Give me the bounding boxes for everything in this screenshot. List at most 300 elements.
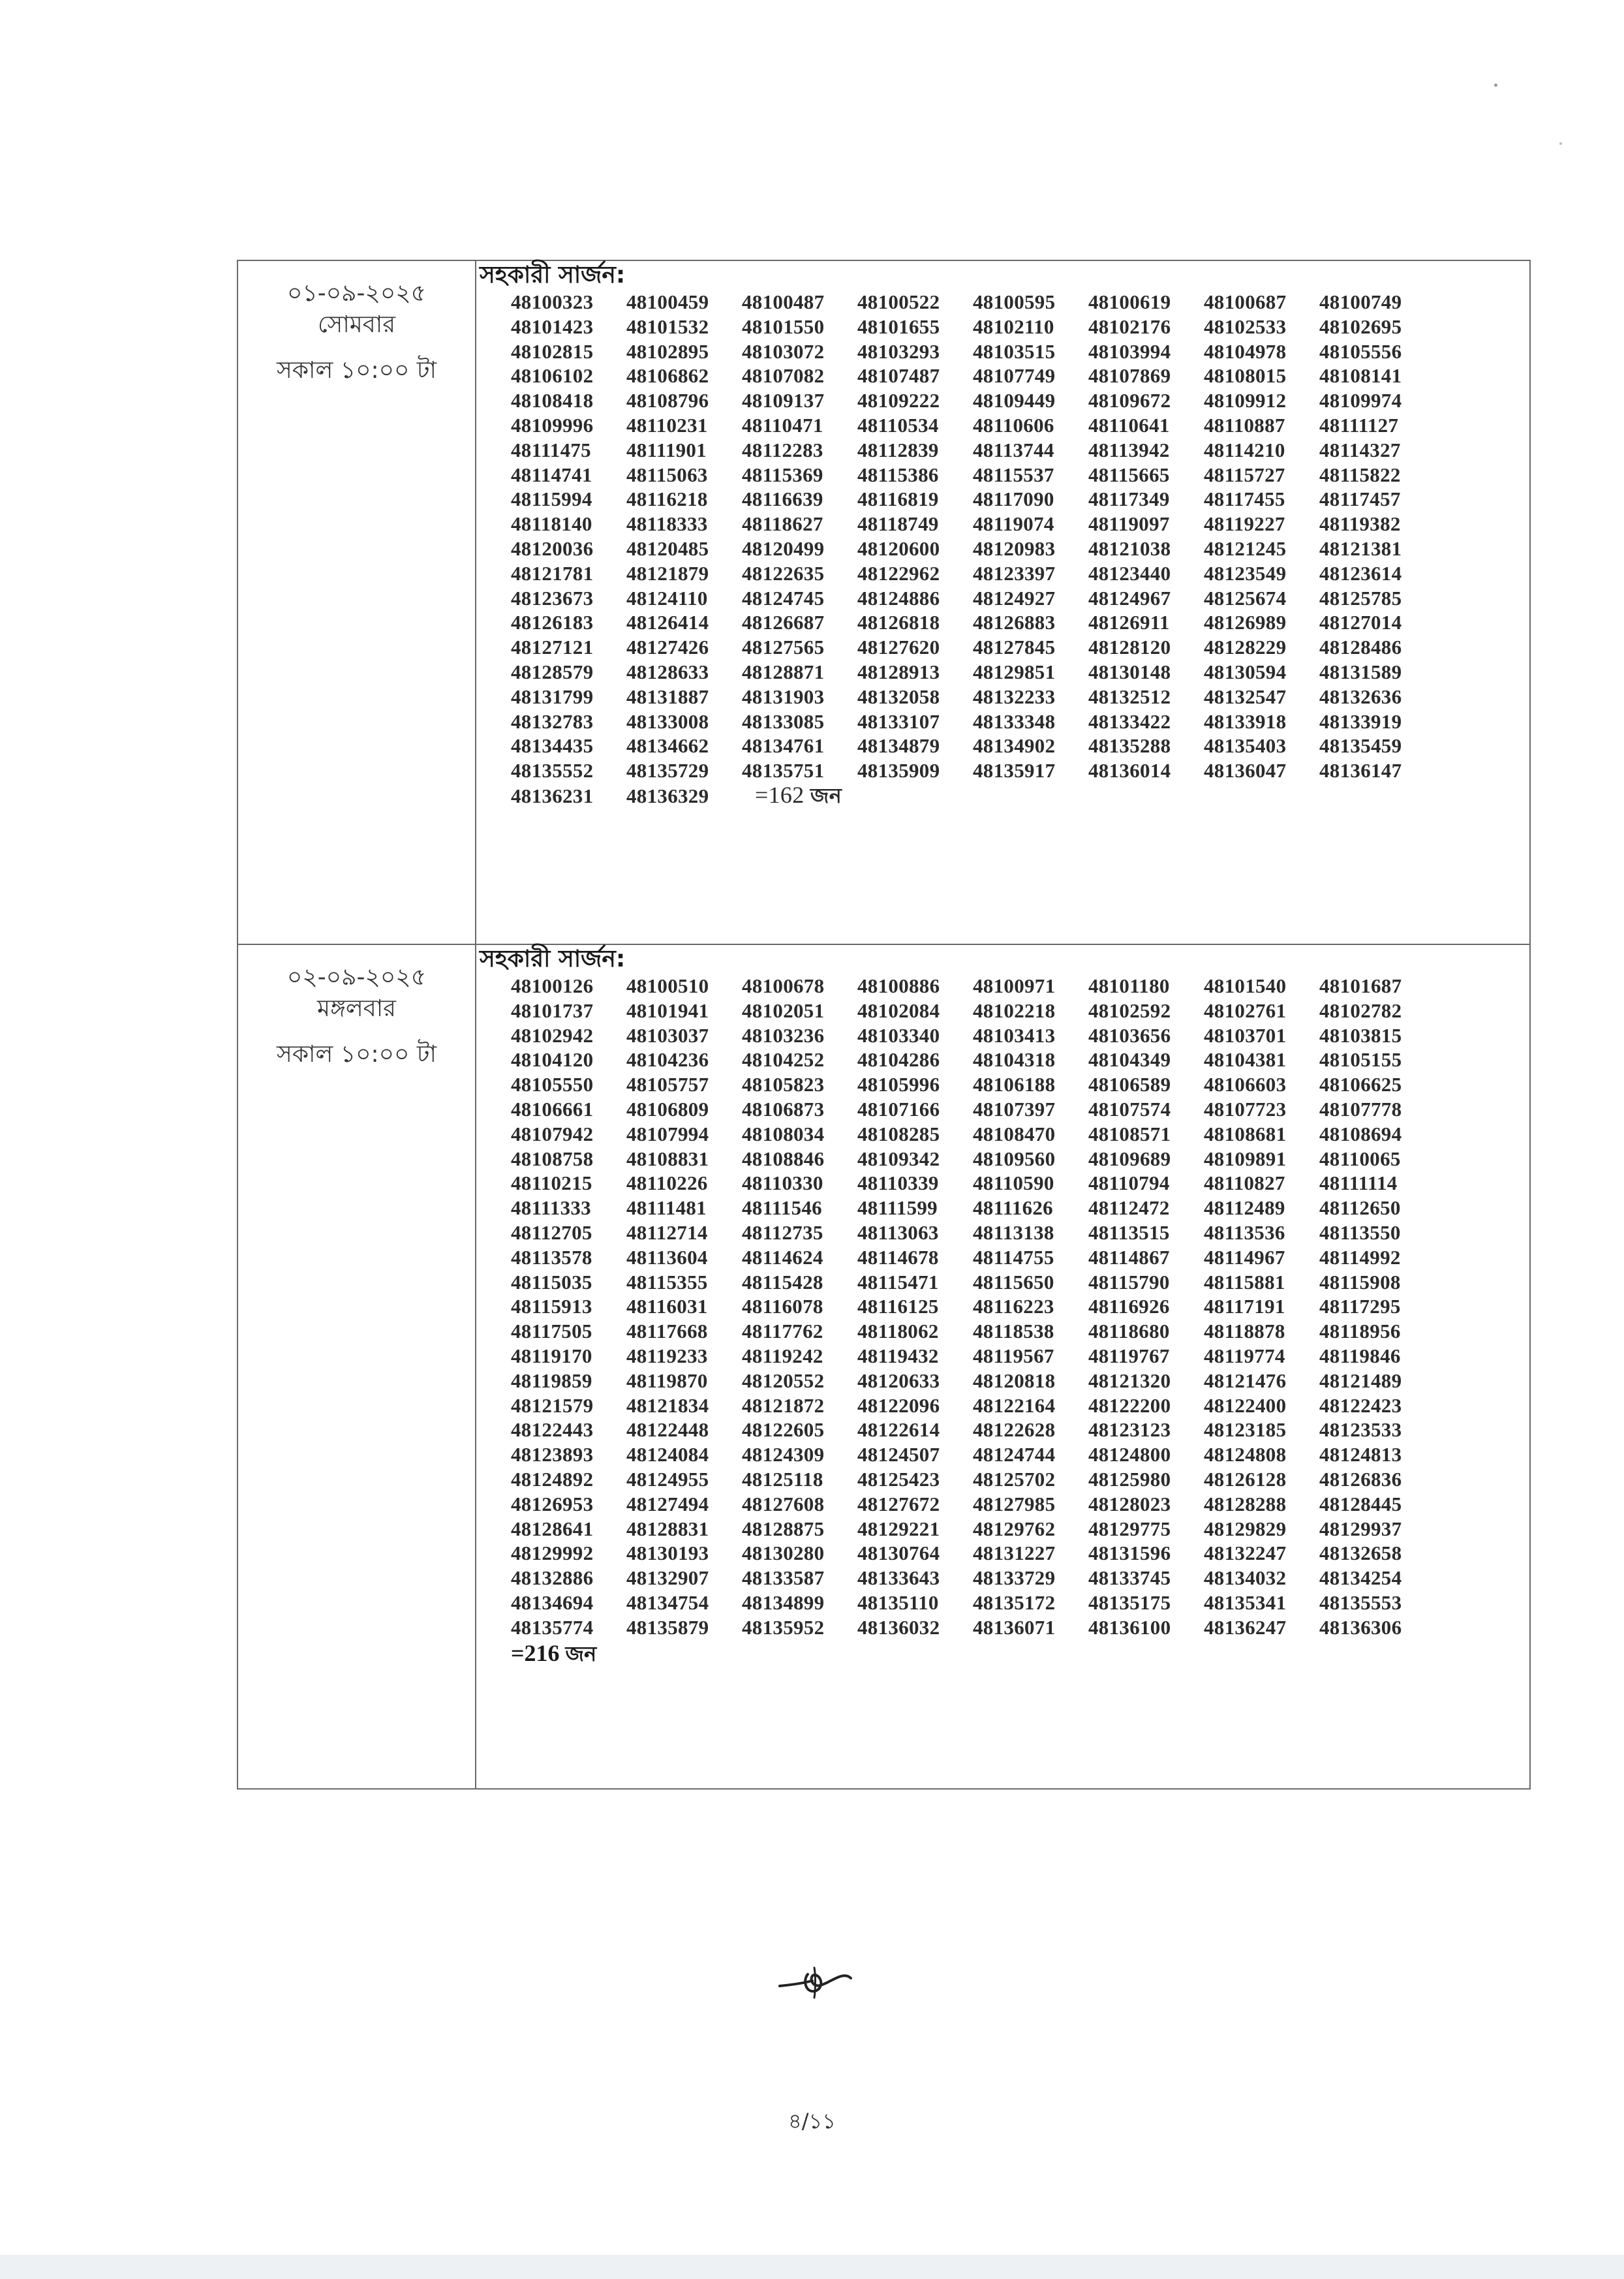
- roll-number: 48118878: [1204, 1320, 1285, 1343]
- roll-number: 48134694: [511, 1590, 594, 1614]
- roll-number-line: [511, 974, 1529, 999]
- roll-number: 48132783: [511, 709, 594, 733]
- roll-number: 48133348: [973, 709, 1056, 733]
- roll-number-line: [511, 1369, 1529, 1393]
- roll-number: 48124892: [511, 1467, 594, 1491]
- roll-number: 48119382: [1319, 512, 1401, 536]
- roll-number: 48109560: [973, 1147, 1056, 1170]
- roll-number: 48122200: [1088, 1393, 1171, 1417]
- roll-number: 48136247: [1204, 1615, 1287, 1639]
- roll-number: 48128579: [511, 660, 594, 683]
- roll-number-line: [511, 1393, 1529, 1418]
- roll-number: 48119767: [1088, 1344, 1170, 1367]
- roll-number: 48135917: [973, 759, 1056, 783]
- total-value: =216: [511, 1639, 560, 1666]
- roll-number: 48108846: [742, 1147, 825, 1170]
- roll-number: 48115881: [1204, 1270, 1285, 1294]
- roll-number: 48134879: [857, 734, 940, 758]
- roll-number: 48125118: [742, 1467, 823, 1491]
- roll-number: 48116125: [857, 1295, 939, 1318]
- roll-number: 48133643: [857, 1566, 940, 1590]
- roll-number: 48100522: [857, 290, 940, 313]
- roll-number: 48133085: [742, 709, 825, 733]
- roll-number: 48120485: [626, 536, 709, 560]
- roll-number: 48136306: [1319, 1615, 1402, 1639]
- roll-number: 48113515: [1088, 1220, 1170, 1244]
- roll-number-line: [511, 388, 1529, 413]
- roll-number: 48101737: [511, 999, 594, 1022]
- roll-number-line: [511, 1097, 1529, 1122]
- roll-number: 48104236: [626, 1048, 709, 1072]
- roll-number: 48110065: [1319, 1147, 1401, 1170]
- roll-number: 48104318: [973, 1048, 1056, 1072]
- roll-number: 48120983: [973, 536, 1056, 560]
- roll-number-line: [511, 290, 1529, 315]
- roll-number: 48135751: [742, 759, 825, 783]
- roll-number: 48101532: [626, 315, 709, 338]
- roll-number: 48119074: [973, 512, 1054, 536]
- total-value: =162: [755, 781, 804, 808]
- roll-number: 48115908: [1319, 1270, 1401, 1294]
- roll-number: 48103236: [742, 1023, 825, 1047]
- roll-number: 48122443: [511, 1418, 594, 1442]
- roll-number: 48113604: [626, 1245, 708, 1269]
- roll-number: 48120036: [511, 536, 594, 560]
- roll-number: 48133422: [1088, 709, 1171, 733]
- roll-number: 48131227: [973, 1542, 1056, 1565]
- roll-number: 48110339: [857, 1171, 939, 1195]
- roll-number: 48126414: [626, 611, 709, 634]
- roll-number: 48110330: [742, 1171, 823, 1195]
- roll-number: 48114210: [1204, 438, 1285, 461]
- roll-number: 48113550: [1319, 1220, 1401, 1244]
- roll-number: 48107723: [1204, 1097, 1287, 1121]
- roll-number: 48128486: [1319, 636, 1402, 659]
- roll-number: 48116819: [857, 488, 939, 511]
- roll-number: 48128633: [626, 660, 709, 683]
- roll-number: 48100510: [626, 974, 709, 997]
- roll-number: 48109912: [1204, 389, 1287, 412]
- roll-number: 48114867: [1088, 1245, 1170, 1269]
- roll-number: 48134254: [1319, 1566, 1402, 1590]
- roll-number: 48121489: [1319, 1369, 1402, 1392]
- roll-number: 48135774: [511, 1615, 594, 1639]
- roll-number: 48123185: [1204, 1418, 1287, 1442]
- roll-number: 48123440: [1088, 561, 1171, 585]
- roll-number: 48102895: [626, 339, 709, 363]
- roll-number: 48121834: [626, 1393, 709, 1417]
- roll-number: 48108831: [626, 1147, 709, 1170]
- roll-number: 48103656: [1088, 1023, 1171, 1047]
- roll-number: 48111127: [1319, 413, 1399, 437]
- roll-number: 48103340: [857, 1023, 940, 1047]
- roll-number: 48119859: [511, 1369, 592, 1392]
- roll-number: 48124813: [1319, 1443, 1402, 1466]
- roll-number: 48116223: [973, 1295, 1054, 1318]
- roll-number: 48115665: [1088, 463, 1170, 486]
- roll-number: 48110215: [511, 1171, 592, 1195]
- roll-number: 48117457: [1319, 488, 1401, 511]
- schedule-row-2: [237, 944, 1530, 1789]
- roll-number: 48124955: [626, 1467, 709, 1491]
- roll-number: 48120600: [857, 536, 940, 560]
- roll-number-line: [511, 709, 1529, 734]
- roll-number: 48129937: [1319, 1517, 1402, 1540]
- roll-number: 48115650: [973, 1270, 1054, 1294]
- roll-number-line: [511, 610, 1529, 635]
- roll-number: 48107994: [626, 1122, 709, 1145]
- roll-number: 48129829: [1204, 1517, 1287, 1540]
- roll-number: 48114741: [511, 463, 592, 486]
- roll-number: 48110226: [626, 1171, 708, 1195]
- roll-number: 48109891: [1204, 1147, 1287, 1170]
- roll-number: 48128023: [1088, 1492, 1171, 1515]
- roll-number: 48101941: [626, 999, 709, 1022]
- roll-number: 48111114: [1319, 1171, 1398, 1195]
- roll-number: 48128913: [857, 660, 940, 683]
- roll-number: 48125702: [973, 1467, 1056, 1491]
- roll-number: 48116926: [1088, 1295, 1170, 1318]
- roll-number: 48136147: [1319, 759, 1402, 783]
- exam-day: মঙ্গলবার: [317, 995, 396, 1022]
- roll-number: 48112714: [626, 1220, 708, 1244]
- roll-number: 48120552: [742, 1369, 825, 1392]
- roll-number: 48136014: [1088, 759, 1171, 783]
- roll-number: 48132247: [1204, 1542, 1287, 1565]
- roll-number: 48135552: [511, 759, 594, 783]
- roll-number-line: [511, 1319, 1529, 1344]
- roll-number: 48121320: [1088, 1369, 1171, 1392]
- roll-number: 48104120: [511, 1048, 594, 1072]
- roll-number: 48118749: [857, 512, 939, 536]
- roll-number: 48126128: [1204, 1467, 1287, 1491]
- roll-number: 48134902: [973, 734, 1056, 758]
- roll-number: 48106589: [1088, 1073, 1171, 1096]
- roll-number: 48122164: [973, 1393, 1056, 1417]
- roll-number: 48100459: [626, 290, 709, 313]
- roll-number: 48122096: [857, 1393, 940, 1417]
- roll-number: 48114992: [1319, 1245, 1401, 1269]
- roll-number: 48109689: [1088, 1147, 1171, 1170]
- roll-number: 48106603: [1204, 1073, 1287, 1096]
- exam-time: সকাল ১০:০০ টা: [277, 1041, 437, 1068]
- roll-number: 48127565: [742, 636, 825, 659]
- roll-list: [476, 261, 1529, 808]
- roll-number: 48106862: [626, 364, 709, 388]
- roll-number: 48104349: [1088, 1048, 1171, 1072]
- roll-number: 48130193: [626, 1542, 709, 1565]
- roll-number: 48108571: [1088, 1122, 1171, 1145]
- post-heading: সহকারী সার্জন:: [480, 262, 626, 288]
- roll-number: 48122614: [857, 1418, 940, 1442]
- roll-number-line: [511, 561, 1529, 586]
- roll-number: 48132658: [1319, 1542, 1402, 1565]
- roll-number: 48134899: [742, 1590, 825, 1614]
- roll-number: 48123893: [511, 1443, 594, 1466]
- scan-edge: [0, 2255, 1624, 2279]
- roll-number: 48120818: [973, 1369, 1056, 1392]
- roll-number: 48122400: [1204, 1393, 1287, 1417]
- roll-number: 48115063: [626, 463, 708, 486]
- roll-number: 48135459: [1319, 734, 1402, 758]
- roll-number-line: [511, 734, 1529, 758]
- roll-number: 48129221: [857, 1517, 940, 1540]
- roll-number: 48111599: [857, 1196, 938, 1220]
- roll-number: 48135288: [1088, 734, 1171, 758]
- roll-number: 48109137: [742, 389, 825, 412]
- roll-number: 48115913: [511, 1295, 592, 1318]
- roll-number: 48124110: [626, 586, 708, 610]
- roll-number: 48104381: [1204, 1048, 1287, 1072]
- roll-number: 48124800: [1088, 1443, 1171, 1466]
- roll-number: 48122423: [1319, 1393, 1402, 1417]
- roll-number: 48127620: [857, 636, 940, 659]
- roll-number-line: [511, 1245, 1529, 1270]
- exam-date: ০২-০৯-২০২৫: [286, 964, 427, 991]
- roll-number: 48108470: [973, 1122, 1056, 1145]
- roll-number: 48113536: [1204, 1220, 1285, 1244]
- roll-number: 48107778: [1319, 1097, 1402, 1121]
- roll-number: 48100678: [742, 974, 825, 997]
- roll-number: 48108015: [1204, 364, 1287, 388]
- roll-number: 48126836: [1319, 1467, 1402, 1491]
- roll-number: 48119567: [973, 1344, 1054, 1367]
- roll-number: 48103413: [973, 1023, 1056, 1047]
- roll-number: 48119233: [626, 1344, 708, 1367]
- roll-number: 48114624: [742, 1245, 823, 1269]
- roll-number: 48127494: [626, 1492, 709, 1515]
- roll-number: 48119846: [1319, 1344, 1401, 1367]
- roll-number: 48114967: [1204, 1245, 1285, 1269]
- roll-number: 48119242: [742, 1344, 823, 1367]
- roll-number: 48106809: [626, 1097, 709, 1121]
- roll-number-line: [511, 364, 1529, 388]
- roll-number: 48127985: [973, 1492, 1056, 1515]
- roll-number: 48126687: [742, 611, 825, 634]
- roll-number: 48102695: [1319, 315, 1402, 338]
- roll-number: 48107749: [973, 364, 1056, 388]
- roll-number: 48102051: [742, 999, 825, 1022]
- roll-number: 48112489: [1204, 1196, 1285, 1220]
- roll-number-line: [511, 635, 1529, 660]
- roll-number: 48113942: [1088, 438, 1170, 461]
- roll-number: 48103815: [1319, 1023, 1402, 1047]
- roll-number-line: [511, 463, 1529, 488]
- roll-number: 48123549: [1204, 561, 1287, 585]
- roll-number: 48117762: [742, 1320, 823, 1343]
- roll-number: 48109974: [1319, 389, 1402, 412]
- roll-number: 48115428: [742, 1270, 823, 1294]
- roll-number: 48133729: [973, 1566, 1056, 1590]
- roll-number: 48100619: [1088, 290, 1171, 313]
- roll-number: 48124927: [973, 586, 1056, 610]
- roll-number: 48122605: [742, 1418, 825, 1442]
- roll-number: 48100595: [973, 290, 1056, 313]
- roll-number: 48112705: [511, 1220, 592, 1244]
- roll-number: 48131596: [1088, 1542, 1171, 1565]
- roll-number: 48109672: [1088, 389, 1171, 412]
- roll-number: 48100886: [857, 974, 940, 997]
- roll-number: 48108285: [857, 1122, 940, 1145]
- roll-number: 48111475: [511, 438, 591, 461]
- roll-number: 48125674: [1204, 586, 1287, 610]
- exam-date: ০১-০৯-২০২৫: [286, 280, 427, 307]
- roll-number: 48124744: [973, 1443, 1056, 1466]
- roll-number: 48125785: [1319, 586, 1402, 610]
- roll-number: 48136329: [626, 784, 709, 807]
- roll-number: 48131887: [626, 685, 709, 708]
- roll-number-line: [511, 660, 1529, 685]
- roll-number-line: [511, 1023, 1529, 1048]
- roll-number-line: [511, 339, 1529, 364]
- roll-number: 48123123: [1088, 1418, 1171, 1442]
- roll-number-line: [511, 783, 1529, 808]
- roll-number: 48134754: [626, 1590, 709, 1614]
- roll-number: 48102084: [857, 999, 940, 1022]
- roll-number: 48102761: [1204, 999, 1287, 1022]
- roll-number: 48102782: [1319, 999, 1402, 1022]
- roll-number: 48128641: [511, 1517, 594, 1540]
- roll-number: 48101540: [1204, 974, 1287, 997]
- roll-number: 48132512: [1088, 685, 1171, 708]
- roll-number: 48122448: [626, 1418, 709, 1442]
- roll-number-line: [511, 1147, 1529, 1171]
- roll-number-line: [511, 438, 1529, 463]
- roll-number: 48135172: [973, 1590, 1056, 1614]
- roll-number-line: [511, 1566, 1529, 1590]
- roll-number: 48123673: [511, 586, 594, 610]
- roll-number: 48130280: [742, 1542, 825, 1565]
- roll-number-line: [511, 1492, 1529, 1517]
- roll-number: 48130148: [1088, 660, 1171, 683]
- roll-number: 48103293: [857, 339, 940, 363]
- roll-number: 48133919: [1319, 709, 1402, 733]
- roll-number: 48110887: [1204, 413, 1285, 437]
- page-number: ৪/১১: [788, 2109, 836, 2133]
- roll-number: 48123614: [1319, 561, 1402, 585]
- roll-number: 48118627: [742, 512, 823, 536]
- roll-number: 48104286: [857, 1048, 940, 1072]
- roll-number: 48106661: [511, 1097, 594, 1121]
- roll-number: 48109449: [973, 389, 1056, 412]
- roll-number: 48115994: [511, 488, 592, 511]
- roll-number: 48117191: [1204, 1295, 1285, 1318]
- roll-number: 48133745: [1088, 1566, 1171, 1590]
- schedule-datetime-cell: [237, 260, 476, 944]
- roll-number: 48113578: [511, 1245, 592, 1269]
- roll-number: 48108418: [511, 389, 594, 412]
- roll-number: 48129762: [973, 1517, 1056, 1540]
- roll-number: 48133008: [626, 709, 709, 733]
- exam-time: সকাল ১০:০০ টা: [277, 357, 437, 384]
- roll-number: 48121038: [1088, 536, 1171, 560]
- roll-number: 48120499: [742, 536, 825, 560]
- roll-number: 48100687: [1204, 290, 1287, 313]
- roll-number: 48121781: [511, 561, 594, 585]
- roll-list: [476, 945, 1529, 1666]
- roll-number: 48119227: [1204, 512, 1285, 536]
- schedule-row-1: [237, 260, 1530, 944]
- roll-number: 48135553: [1319, 1590, 1402, 1614]
- roll-number: 48136032: [857, 1615, 940, 1639]
- roll-number: 48121579: [511, 1393, 594, 1417]
- signature-mark: [776, 1961, 855, 2000]
- roll-number: 48107082: [742, 364, 825, 388]
- roll-number-line: [511, 999, 1529, 1023]
- roll-number: 48127426: [626, 636, 709, 659]
- scan-speck: [1559, 142, 1562, 145]
- roll-number: 48117505: [511, 1320, 592, 1343]
- roll-number-line: [511, 1615, 1529, 1640]
- roll-number: 48115537: [973, 463, 1054, 486]
- roll-number: 48112839: [857, 438, 939, 461]
- roll-number: 48128445: [1319, 1492, 1402, 1515]
- roll-number: 48115822: [1319, 463, 1401, 486]
- roll-number: 48107869: [1088, 364, 1171, 388]
- roll-number: 48118140: [511, 512, 592, 536]
- roll-number: 48108681: [1204, 1122, 1287, 1145]
- roll-number: 48109222: [857, 389, 940, 412]
- roll-number: 48121381: [1319, 536, 1402, 560]
- roll-number: 48114327: [1319, 438, 1401, 461]
- roll-number: 48100971: [973, 974, 1056, 997]
- roll-number: 48103072: [742, 339, 825, 363]
- roll-number: 48107487: [857, 364, 940, 388]
- roll-number: 48135879: [626, 1615, 709, 1639]
- roll-number: 48105556: [1319, 339, 1402, 363]
- roll-number-line: [511, 1442, 1529, 1467]
- roll-number: 48101655: [857, 315, 940, 338]
- roll-number: 48119097: [1088, 512, 1170, 536]
- roll-number: 48124084: [626, 1443, 709, 1466]
- roll-number: 48116031: [626, 1295, 708, 1318]
- roll-number-line: [511, 1220, 1529, 1245]
- roll-number-line: [511, 315, 1529, 339]
- roll-number: 48119774: [1204, 1344, 1285, 1367]
- roll-number: 48127845: [973, 636, 1056, 659]
- roll-number-line: [511, 1344, 1529, 1369]
- roll-number: 48101550: [742, 315, 825, 338]
- roll-number-line: [511, 487, 1529, 512]
- roll-number: 48121879: [626, 561, 709, 585]
- roll-number: 48135110: [857, 1590, 939, 1614]
- roll-number-line: [511, 1418, 1529, 1442]
- roll-number: 48135341: [1204, 1590, 1287, 1614]
- roll-number: 48134032: [1204, 1566, 1287, 1590]
- roll-number: 48105757: [626, 1073, 709, 1096]
- roll-number: 48102176: [1088, 315, 1171, 338]
- roll-number: 48128288: [1204, 1492, 1287, 1515]
- roll-number: 48127014: [1319, 611, 1402, 634]
- roll-number: 48127672: [857, 1492, 940, 1515]
- roll-number: 48107942: [511, 1122, 594, 1145]
- roll-number: 48112472: [1088, 1196, 1170, 1220]
- roll-number: 48105550: [511, 1073, 594, 1096]
- roll-number: 48105996: [857, 1073, 940, 1096]
- roll-number: 48118333: [626, 512, 708, 536]
- roll-number: 48128229: [1204, 636, 1287, 659]
- roll-number: 48117455: [1204, 488, 1285, 511]
- roll-number: 48103701: [1204, 1023, 1287, 1047]
- roll-number: 48118062: [857, 1320, 939, 1343]
- roll-number: 48126183: [511, 611, 594, 634]
- roll-number: 48125423: [857, 1467, 940, 1491]
- roll-number: 48103994: [1088, 339, 1171, 363]
- roll-number: 48116078: [742, 1295, 823, 1318]
- roll-number: 48128875: [742, 1517, 825, 1540]
- roll-number: 48111546: [742, 1196, 822, 1220]
- roll-number: 48110534: [857, 413, 939, 437]
